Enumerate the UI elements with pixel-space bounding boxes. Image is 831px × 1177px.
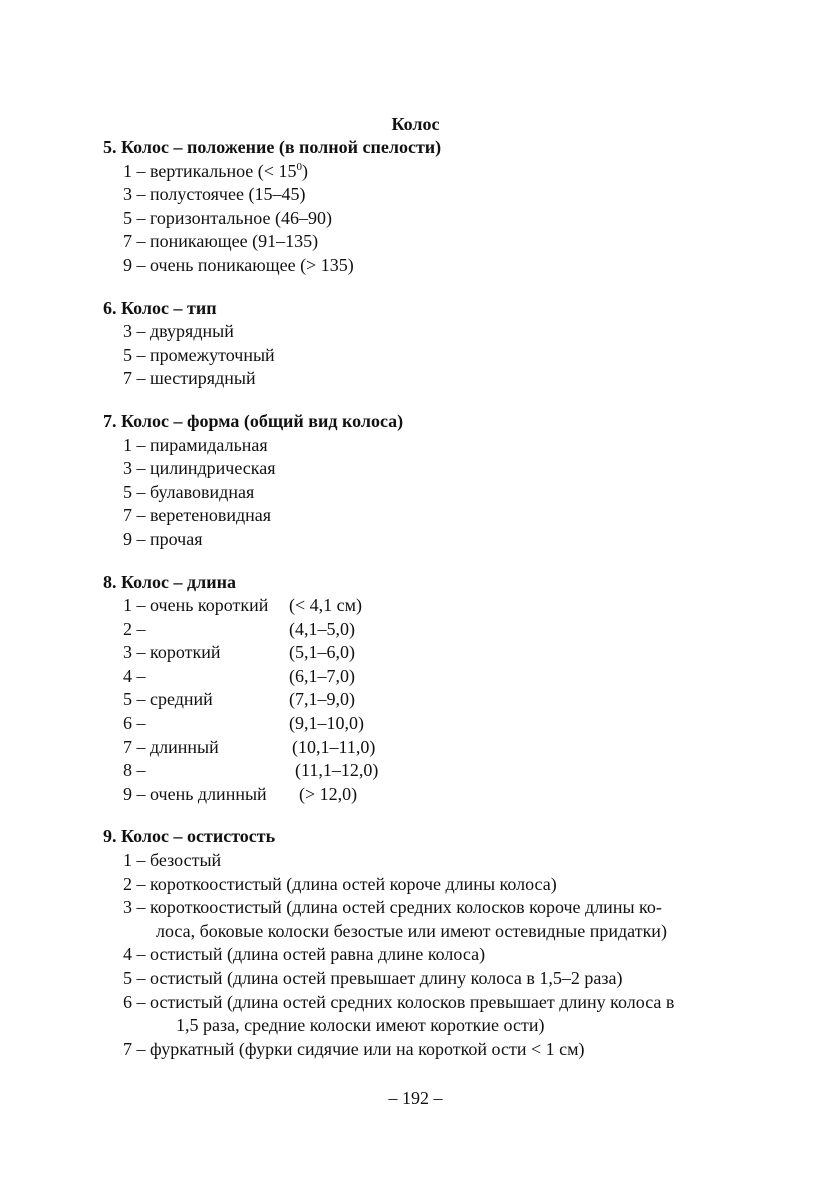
length-row: [103, 594, 743, 618]
list-item: 5 – промежуточный: [123, 344, 275, 365]
length-value: (6,1–7,0): [289, 665, 355, 686]
item-text: 6 – остистый (длина остей средних колосков превышает длину колоса в: [123, 991, 675, 1012]
length-value: (> 12,0): [299, 783, 358, 804]
length-label: 6 –: [123, 713, 146, 734]
list-item: 3 – двурядный: [123, 321, 234, 342]
length-label: 1 – очень короткий: [123, 595, 269, 616]
item-text-continuation: лоса, боковые колоски безостые или имеют остевидные придатки): [156, 920, 667, 941]
list-item: 7 – поникающее (91–135): [123, 231, 319, 252]
length-value: (4,1–5,0): [289, 618, 355, 639]
section-heading: 7. Колос – форма (общий вид колоса): [103, 410, 404, 431]
item-text-tail: ): [301, 160, 308, 181]
length-row: [103, 665, 743, 689]
list-item: 9 – прочая: [123, 528, 203, 549]
list-item: [103, 160, 743, 184]
length-label: 8 –: [123, 760, 146, 781]
list-item: 7 – фуркатный (фурки сидячие или на короткой ости < 1 см): [123, 1038, 585, 1059]
item-text-continuation: 1,5 раза, средние колоски имеют короткие ости): [176, 1015, 545, 1036]
page-number: – 192 –: [388, 1088, 443, 1108]
section-ear-shape: [103, 410, 743, 552]
length-row: [103, 618, 743, 642]
length-row: [103, 759, 743, 783]
list-item: [103, 896, 743, 943]
section-ear-position: [103, 136, 743, 278]
length-label: 7 – длинный: [123, 736, 219, 757]
section-heading: 5. Колос – положение (в полной спелости): [103, 137, 442, 157]
list-item: 3 – цилиндрическая: [123, 458, 276, 479]
length-label: 5 – средний: [123, 689, 213, 710]
document-body: [103, 136, 743, 1080]
list-item: 4 – остистый (длина остей равна длине колоса): [123, 944, 486, 965]
section-ear-awnedness: [103, 825, 743, 1061]
list-item: 9 – очень поникающее (> 135): [123, 254, 354, 275]
section-heading: 8. Колос – длина: [103, 571, 236, 592]
list-item: 5 – булавовидная: [123, 481, 255, 502]
length-value: (10,1–11,0): [292, 736, 376, 757]
length-label: 4 –: [123, 665, 146, 686]
superscript: 0: [296, 160, 302, 173]
list-item: 2 – короткоостистый (длина остей короче длины колоса): [123, 873, 557, 894]
length-value: (< 4,1 см): [289, 595, 363, 616]
list-item: 1 – пирамидальная: [123, 434, 268, 455]
section-heading: 9. Колос – остистость: [103, 826, 276, 847]
length-row: [103, 688, 743, 712]
list-item: 7 – шестирядный: [123, 368, 256, 389]
list-item: 7 – веретеновидная: [123, 505, 272, 526]
length-row: [103, 736, 743, 760]
list-item: [103, 991, 743, 1038]
section-heading: 6. Колос – тип: [103, 297, 217, 318]
length-value: (11,1–12,0): [295, 760, 379, 781]
length-label: 2 –: [123, 618, 146, 639]
length-value: (9,1–10,0): [289, 713, 364, 734]
page-title: Колос: [391, 114, 440, 134]
list-item: 1 – безостый: [123, 850, 222, 871]
item-text: 1 – вертикальное (< 15: [123, 160, 297, 181]
list-item: 5 – остистый (длина остей превышает длину колоса в 1,5–2 раза): [123, 968, 623, 988]
length-label: 3 – короткий: [123, 642, 221, 663]
length-value: (5,1–6,0): [289, 642, 355, 663]
length-label: 9 – очень длинный: [123, 783, 267, 804]
section-ear-length: [103, 571, 743, 807]
length-row: [103, 783, 743, 807]
item-text: 3 – короткоостистый (длина остей средних колосков короче длины ко-: [123, 897, 662, 918]
list-item: 5 – горизонтальное (46–90): [123, 207, 332, 228]
section-ear-type: [103, 297, 743, 391]
length-row: [103, 712, 743, 736]
length-value: (7,1–9,0): [289, 689, 355, 710]
length-row: [103, 641, 743, 665]
list-item: 3 – полустоячее (15–45): [123, 184, 306, 205]
